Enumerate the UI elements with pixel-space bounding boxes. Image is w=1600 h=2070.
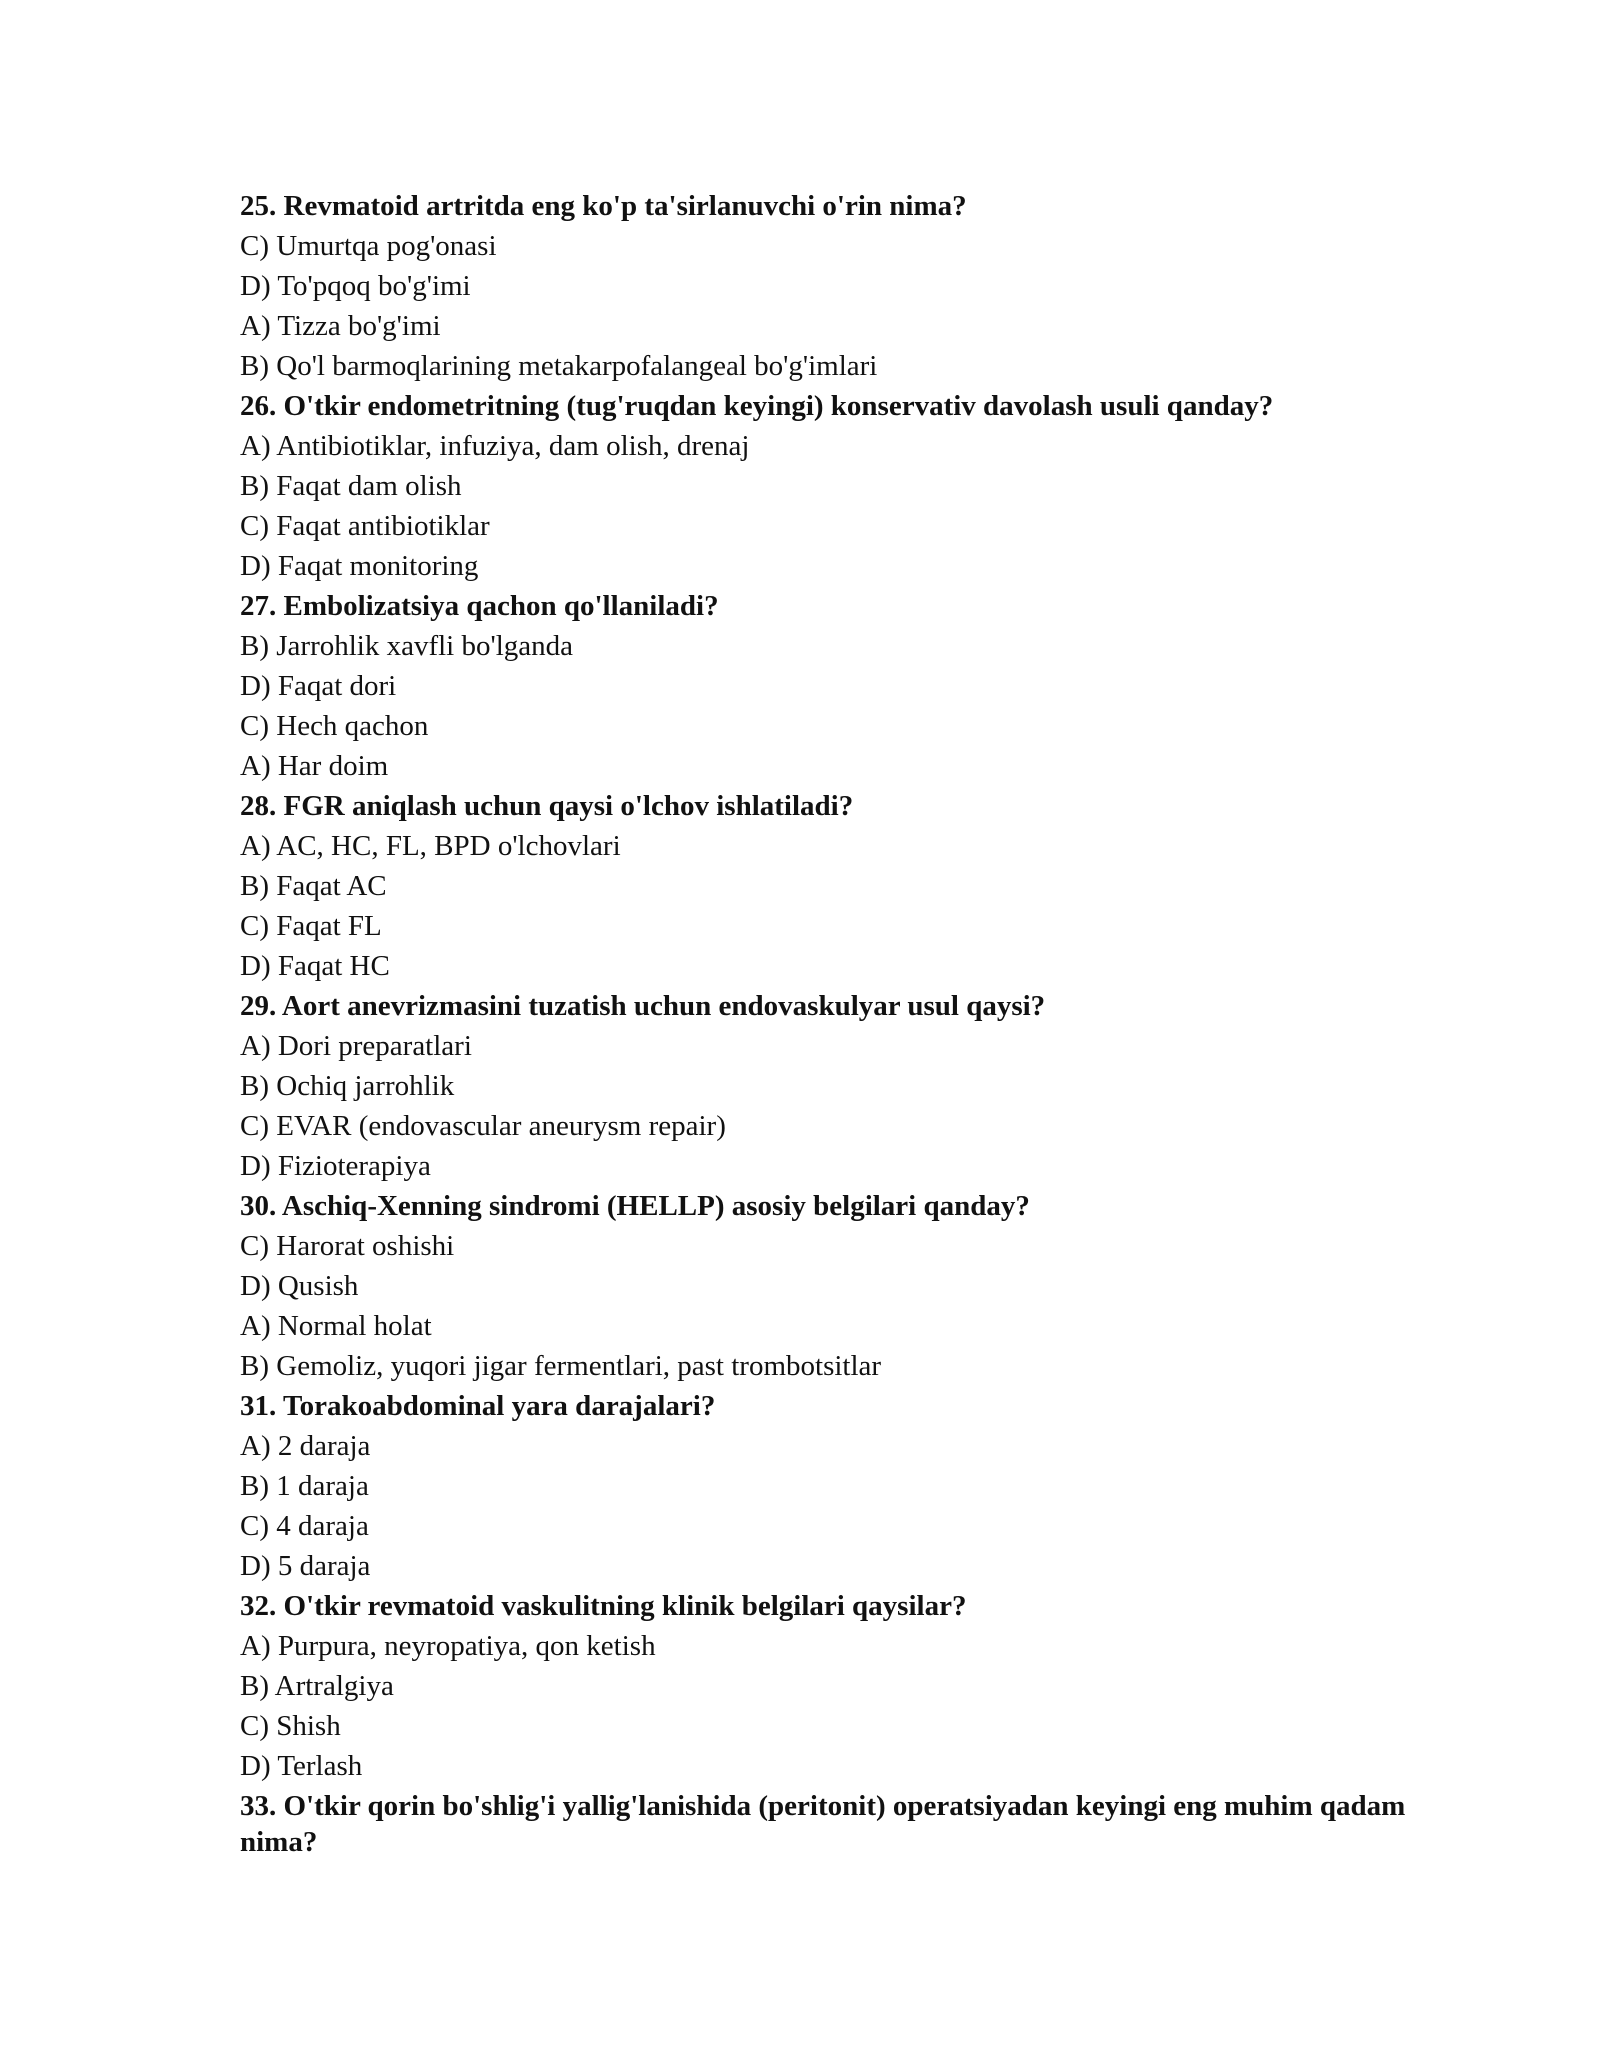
- question-30: [240, 1186, 1420, 1386]
- question-28: [240, 786, 1420, 986]
- question-text: 33. O'tkir qorin bo'shlig'i yallig'lanishida (peritonit) operatsiyadan keyingi eng muhim qadam nima?: [240, 1790, 1406, 1858]
- answer-option: B) 1 daraja: [240, 1470, 369, 1502]
- question-text: 28. FGR aniqlash uchun qaysi o'lchov ishlatiladi?: [240, 790, 854, 822]
- question-text: 30. Aschiq-Xenning sindromi (HELLP) asosiy belgilari qanday?: [240, 1190, 1030, 1222]
- question-text: 25. Revmatoid artritda eng ko'p ta'sirlanuvchi o'rin nima?: [240, 190, 967, 222]
- answer-option: C) Harorat oshishi: [240, 1230, 455, 1262]
- question-27: [240, 586, 1420, 786]
- answer-option: C) Shish: [240, 1710, 341, 1742]
- answer-option: B) Jarrohlik xavfli bo'lganda: [240, 630, 574, 662]
- answer-option: C) Faqat FL: [240, 910, 382, 942]
- answer-option: A) Dori preparatlari: [240, 1030, 472, 1062]
- answer-option: A) Har doim: [240, 750, 389, 782]
- answer-option: A) Antibiotiklar, infuziya, dam olish, drenaj: [240, 430, 750, 462]
- answer-option: D) Faqat dori: [240, 670, 397, 702]
- answer-option: B) Artralgiya: [240, 1670, 394, 1702]
- answer-option: C) 4 daraja: [240, 1510, 369, 1542]
- question-text: 27. Embolizatsiya qachon qo'llaniladi?: [240, 590, 719, 622]
- answer-option: C) Faqat antibiotiklar: [240, 510, 490, 542]
- answer-option: A) AC, HC, FL, BPD o'lchovlari: [240, 830, 621, 862]
- answer-option: D) Faqat HC: [240, 950, 390, 982]
- question-25: [240, 186, 1420, 386]
- answer-option: D) To'pqoq bo'g'imi: [240, 270, 471, 302]
- answer-option: B) Faqat AC: [240, 870, 387, 902]
- answer-option: C) Umurtqa pog'onasi: [240, 230, 497, 262]
- answer-option: A) Purpura, neyropatiya, qon ketish: [240, 1630, 656, 1662]
- document-page: [240, 186, 1420, 1862]
- answer-option: B) Faqat dam olish: [240, 470, 462, 502]
- answer-option: C) Hech qachon: [240, 710, 429, 742]
- answer-option: D) Terlash: [240, 1750, 363, 1782]
- question-text: 31. Torakoabdominal yara darajalari?: [240, 1390, 716, 1422]
- question-29: [240, 986, 1420, 1186]
- answer-option: D) Qusish: [240, 1270, 359, 1302]
- question-33: [240, 1786, 1420, 1862]
- question-text: 26. O'tkir endometritning (tug'ruqdan keyingi) konservativ davolash usuli qanday?: [240, 390, 1274, 422]
- answer-option: B) Gemoliz, yuqori jigar fermentlari, past trombotsitlar: [240, 1350, 882, 1382]
- answer-option: D) 5 daraja: [240, 1550, 371, 1582]
- question-text: 29. Aort anevrizmasini tuzatish uchun endovaskulyar usul qaysi?: [240, 990, 1046, 1022]
- answer-option: B) Qo'l barmoqlarining metakarpofalangeal bo'g'imlari: [240, 350, 878, 382]
- answer-option: D) Fizioterapiya: [240, 1150, 431, 1182]
- answer-option: A) 2 daraja: [240, 1430, 371, 1462]
- answer-option: A) Tizza bo'g'imi: [240, 310, 441, 342]
- answer-option: B) Ochiq jarrohlik: [240, 1070, 455, 1102]
- answer-option: C) EVAR (endovascular aneurysm repair): [240, 1110, 726, 1142]
- question-32: [240, 1586, 1420, 1786]
- answer-option: A) Normal holat: [240, 1310, 432, 1342]
- question-text: 32. O'tkir revmatoid vaskulitning klinik belgilari qaysilar?: [240, 1590, 967, 1622]
- question-31: [240, 1386, 1420, 1586]
- question-26: [240, 386, 1420, 586]
- answer-option: D) Faqat monitoring: [240, 550, 479, 582]
